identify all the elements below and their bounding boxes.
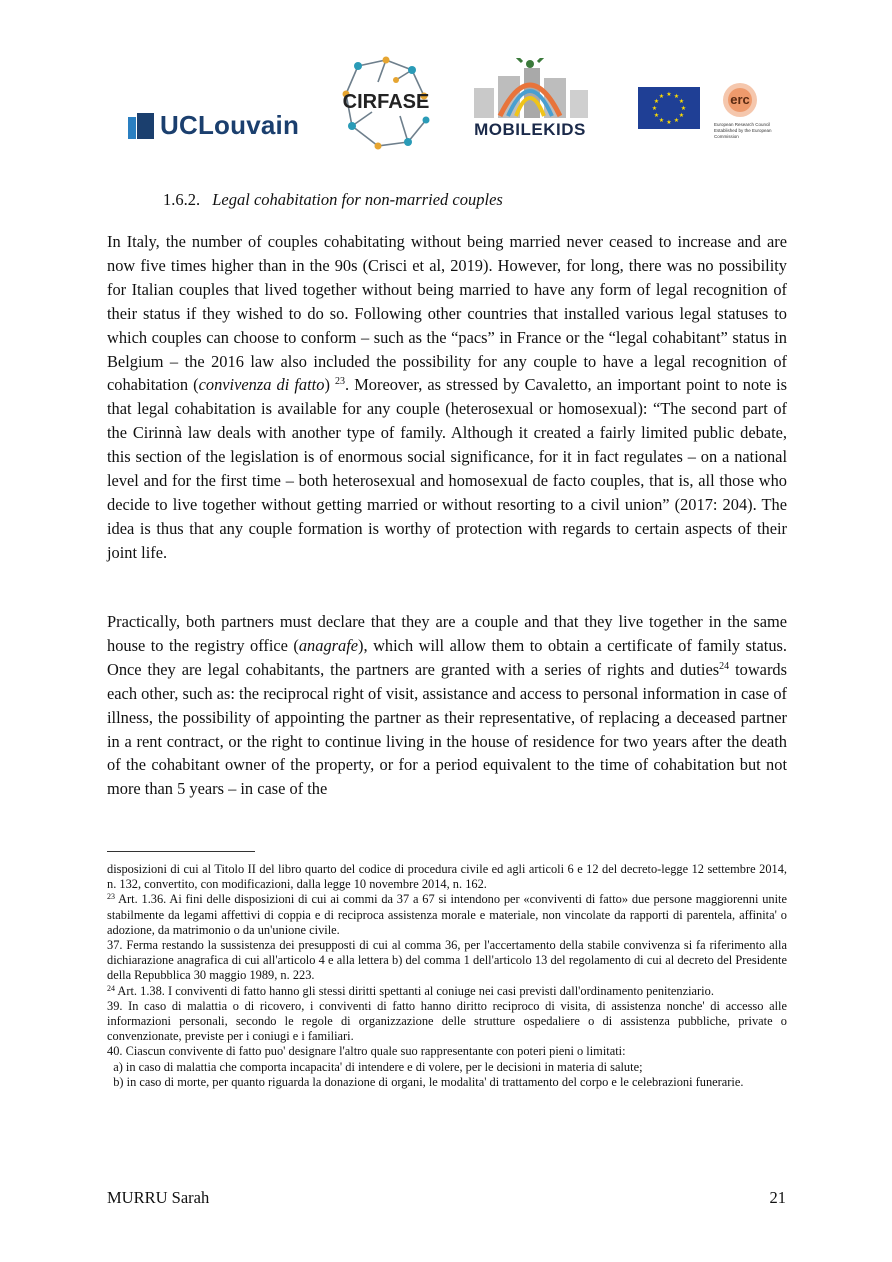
cirfase-logo	[338, 56, 434, 152]
mobilekids-buildings-icon	[460, 58, 600, 120]
footnote-24-comma-39: 39. In caso di malattia o di ricovero, i conviventi di fatto hanno diritto reciproco di visita, di assistenza nonche' di accesso alle informazioni personali, secondo le regole di organizzazione delle strutture ospedaliere o di assistenza pubbliche, private o convenzionate, previste per i coniugi e i familiari.	[107, 998, 787, 1044]
footnote-continuation: disposizioni di cui al Titolo II del libro quarto del codice di procedura civile ed agli articoli 6 e 12 del decreto-legge 12 settembre 2014, n. 132, convertito, con modificazioni, dalla legge 10 novembre 2014, n. 162.	[107, 862, 787, 892]
footnote-24-comma-40: 40. Ciascun convivente di fatto puo' designare l'altro quale suo rappresentante con poteri pieni o limitati:	[107, 1044, 626, 1059]
page-header	[0, 0, 892, 160]
paragraph-practical-rights: Practically, both partners must declare that they are a couple and that they live together in the same house to the registry office (anagrafe), which will allow them to obtain a certificate of family status. Once they are legal cohabitants, the partners are granted with a series of rights and duties$^{24}$ towards each other, such as: the reciprocal right of visit, assistance and access to personal information in case of illness, the possibility of appointing the partner as their representative, of replacing a deceased partner in a rent contract, or the right to continue living in the house of residence for two years after the death of the cohabitant owner of the property, or for a period equivalent to the time of cohabitation but not more than 5 years – in case of the	[107, 612, 787, 799]
footnote-ref-23[interactable]: 23	[335, 376, 346, 388]
erc-logo-text: erc	[730, 92, 750, 107]
page-number: 21	[769, 1188, 786, 1207]
svg-text:★: ★	[658, 93, 665, 100]
italic-term: convivenza di fatto	[198, 375, 325, 395]
ucl-logo	[128, 110, 299, 141]
footer-author: MURRU Sarah	[107, 1188, 210, 1207]
section-heading	[163, 190, 503, 210]
footnote-24: $^{24}$ Art. 1.38. I conviventi di fatto hanno gli stessi diritti spettanti al coniuge nei casi previsti dall'ordinamento penitenziario.	[107, 983, 714, 998]
svg-text:★: ★	[666, 119, 672, 126]
svg-text:★: ★	[680, 105, 687, 112]
section-number: 1.6.2.	[163, 190, 201, 209]
footnote-divider	[107, 851, 255, 852]
footnote-24-comma-40a: a) in caso di malattia che comporta incapacita' di intendere e di volere, per le decisioni in materia di salute;	[107, 1059, 643, 1074]
section-title: Legal cohabitation for non-married couples	[212, 190, 503, 209]
mobilekids-logo-text: MOBILEKIDS	[474, 120, 586, 139]
svg-text:★: ★	[651, 105, 658, 112]
svg-text:★: ★	[666, 91, 672, 98]
svg-text:★: ★	[678, 112, 685, 119]
erc-caption: European Research Council Established by the European Commission	[714, 122, 772, 139]
ucl-logo-text: UCLouvain	[160, 110, 300, 140]
svg-text:★: ★	[658, 117, 665, 124]
mobilekids-logo	[460, 58, 600, 144]
erc-logo	[704, 80, 776, 142]
italic-term: anagrafe	[298, 635, 359, 655]
footnote-ref-24[interactable]: 24	[719, 660, 730, 672]
footnote-24-comma-40b: b) in caso di morte, per quanto riguarda la donazione di organi, le modalita' di trattamento del corpo e le celebrazioni funerarie.	[107, 1074, 744, 1089]
ucl-mark-icon	[128, 113, 154, 139]
paragraph-legal-recognition: In Italy, the number of couples cohabitating without being married never ceased to increase and are now five times higher than in the 90s (Crisci et al, 2019). However, for long, there was no possibility for Italian couples that lived together without being married to have any form of legal recognition of their status if they wished to do so. Following other countries that installed various legal statuses to which couples can choose to conform – such as the “pacs” in France or the “legal cohabitant” status in Belgium – the 2016 law also included the possibility for any couple to have a legal recognition of cohabitation (convivenza di fatto) $^{23}$. Moreover, as stressed by Cavaletto, an important point to note is that legal cohabitation is available for any couple (heterosexual or homosexual): “The second part of the Cirinnà law deals with another type of family. Although it created a fairly limited public debate, this section of the legislation is of enormous social significance, for it in fact regulates – on a national level and for the first time – both heterosexual and homosexual de facto couples, that is, all those who decide to live together without getting married or without resorting to a civil union” (2017: 204). The idea is thus that any couple formation is worthy of protection with regards to certain aspects of their joint life.	[107, 232, 788, 562]
eu-flag-icon	[638, 87, 700, 129]
svg-text:★: ★	[678, 98, 685, 105]
svg-text:★: ★	[673, 117, 680, 124]
footnote-23-comma-37: 37. Ferma restando la sussistenza dei presupposti di cui al comma 36, per l'accertamento della stabile convivenza si fa riferimento alla dichiarazione anagrafica di cui all'articolo 4 e alla lettera b) del comma 1 dell'articolo 13 del regolamento di cui al decreto del Presidente della Repubblica 30 maggio 1989, n. 223.	[107, 938, 787, 983]
erc-dots-icon	[704, 80, 776, 124]
svg-text:★: ★	[653, 98, 660, 105]
cirfase-logo-text: CIRFASE	[342, 91, 430, 113]
svg-text:★: ★	[653, 112, 660, 119]
svg-text:★: ★	[673, 93, 680, 100]
footnote-23: $^{23}$ Art. 1.36. Ai fini delle disposizioni di cui ai commi da 37 a 67 si intendono per «conviventi di fatto» due persone maggiorenni unite stabilmente da legami affettivi di coppia e di reciproca assistenza morale e materiale, non vincolate da rapporti di parentela, affinita' o adozione, da matrimonio o da un'unione civile.	[107, 892, 787, 937]
footnotes	[107, 862, 787, 1090]
